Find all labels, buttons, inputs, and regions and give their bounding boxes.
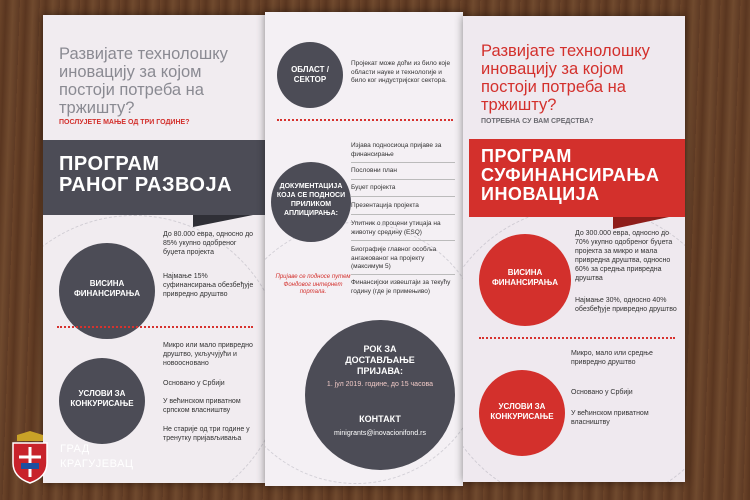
condition-item: Микро, мало или средње привредно друштво (571, 350, 653, 366)
sector-label (277, 65, 343, 85)
condition-item: Основано у Србији (571, 389, 633, 396)
brochure-middle-panel (265, 12, 463, 486)
cofinancing-banner (469, 139, 685, 217)
funding-text-1: До 80.000 евра, односно до 85% укупно одобреног буџета пројекта (163, 231, 254, 256)
condition-item: У већинском приватном власништву (571, 410, 649, 426)
documents-label-line-3: ПРИЛИКОМ (290, 201, 332, 208)
funding-label-line-1: ВИСИНА (89, 279, 125, 288)
deadline-label-line-1: РОК ЗА (363, 344, 397, 354)
sector-label-line-1: ОБЛАСТ / (291, 65, 329, 74)
documents-label-line-2: КОЈА СЕ ПОДНОСИ (276, 192, 346, 199)
document-item: Финансијски извештаји за текућу годину (где је примењиво) (351, 279, 451, 295)
conditions-label-line-2: КОНКУРИСАЊЕ (70, 399, 134, 408)
conditions-label-line-1: УСЛОВИ ЗА (78, 389, 126, 398)
right-subheading: ПОТРЕБНА СУ ВАМ СРЕДСТВА? (481, 118, 594, 125)
funding-label (59, 279, 155, 299)
funding-text-1: До 300.000 евра, односно до 70% укупно одобреног буџета пројекта за микро и мала привредна друштва, односно 60% за средња привредна друштва (575, 230, 673, 282)
dotted-divider (57, 326, 253, 328)
funding-label-line-2: ФИНАНСИРАЊА (73, 289, 141, 298)
conditions-label (59, 389, 145, 409)
document-item: Изјава подносиоца пријаве за финансирање (351, 142, 442, 158)
kragujevac-coat-of-arms-icon (9, 429, 51, 487)
funding-label-line-1: ВИСИНА (507, 268, 543, 277)
conditions-label (479, 402, 565, 422)
item-separator (351, 179, 455, 180)
banner-fold (613, 217, 669, 229)
deadline-label-line-2: ДОСТАВЉАЊЕ (345, 355, 415, 365)
funding-text-2: Најмање 15% суфинансирања обезбеђује привредно друштво (163, 273, 254, 298)
banner-line-2: СУФИНАНСИРАЊА (481, 165, 660, 185)
item-separator (351, 162, 455, 163)
banner-line-1: ПРОГРАМ (59, 153, 160, 175)
banner-line-2: РАНОГ РАЗВОЈА (59, 174, 233, 196)
banner-fold (193, 215, 253, 227)
sector-label-line-2: СЕКТОР (293, 75, 327, 84)
item-separator (351, 214, 455, 215)
condition-item: Основано у Србији (163, 380, 225, 387)
document-item: Биографије главног особља ангажованог на пројекту (максимум 5) (351, 246, 437, 270)
contact-email: minigrants@inovacionifond.rs (334, 430, 426, 437)
condition-item: Микро или мало привредно друштво, укључујући и новоосновано (163, 342, 253, 367)
sector-text: Пројекат може доћи из било које области науке и технологије и било ког индустријског сектора. (351, 60, 451, 84)
brochure-left-panel (43, 15, 265, 483)
item-separator (351, 274, 455, 275)
funding-label-line-2: ФИНАНСИРАЊА (491, 278, 559, 287)
item-separator (351, 196, 455, 197)
document-item: Упитник о процени утицаја на животну средину (ESQ) (351, 220, 441, 236)
left-heading: Развијате технолошку иновацију за којом постоји потреба на тржишту? (59, 45, 228, 117)
document-item: Пословни план (351, 167, 398, 174)
funding-label (479, 268, 571, 288)
document-item: Буџет пројекта (351, 184, 396, 191)
documents-label-line-1: ДОКУМЕНТАЦИЈА (279, 183, 343, 190)
deadline-label-line-3: ПРИЈАВА: (357, 366, 403, 376)
banner-line-1: ПРОГРАМ (481, 146, 572, 166)
conditions-label-line-1: УСЛОВИ ЗА (498, 402, 546, 411)
right-heading: Развијате технолошку иновацију за којом постоји потреба на тржишту? (481, 42, 650, 114)
condition-item: Не старије од три године у тренутку пријављивања (163, 426, 250, 442)
conditions-label-line-2: КОНКУРИСАЊЕ (490, 412, 554, 421)
document-item: Презентација пројекта (351, 202, 419, 209)
documents-label-line-4: АПЛИЦИРАЊА: (283, 210, 338, 217)
deadline-text: 1. јул 2019. године, до 15 часова (326, 381, 434, 388)
watermark-line-1: ГРАД (60, 443, 90, 455)
banner-line-3: ИНОВАЦИЈА (481, 184, 600, 204)
documents-note: Пријаве се подносе путем Фондовог интернет портала. (275, 274, 351, 295)
condition-item: У већинском приватном српском власништву (163, 398, 241, 414)
contact-label: КОНТАКТ (359, 414, 401, 424)
dotted-divider (277, 119, 453, 121)
left-subheading: ПОСЛУЈЕТЕ МАЊЕ ОД ТРИ ГОДИНЕ? (59, 119, 190, 126)
deadline-contact-circle (305, 320, 455, 470)
early-development-banner (43, 140, 265, 215)
brochure-right-panel (463, 16, 685, 482)
watermark-line-2: КРАГУЈЕВАЦ (60, 458, 134, 470)
deadline-label (305, 344, 455, 377)
item-separator (351, 240, 455, 241)
documents-label (271, 182, 351, 218)
funding-text-2: Најмање 30%, односно 40% обезбеђује привредно друштво (575, 297, 677, 313)
dotted-divider (479, 337, 675, 339)
